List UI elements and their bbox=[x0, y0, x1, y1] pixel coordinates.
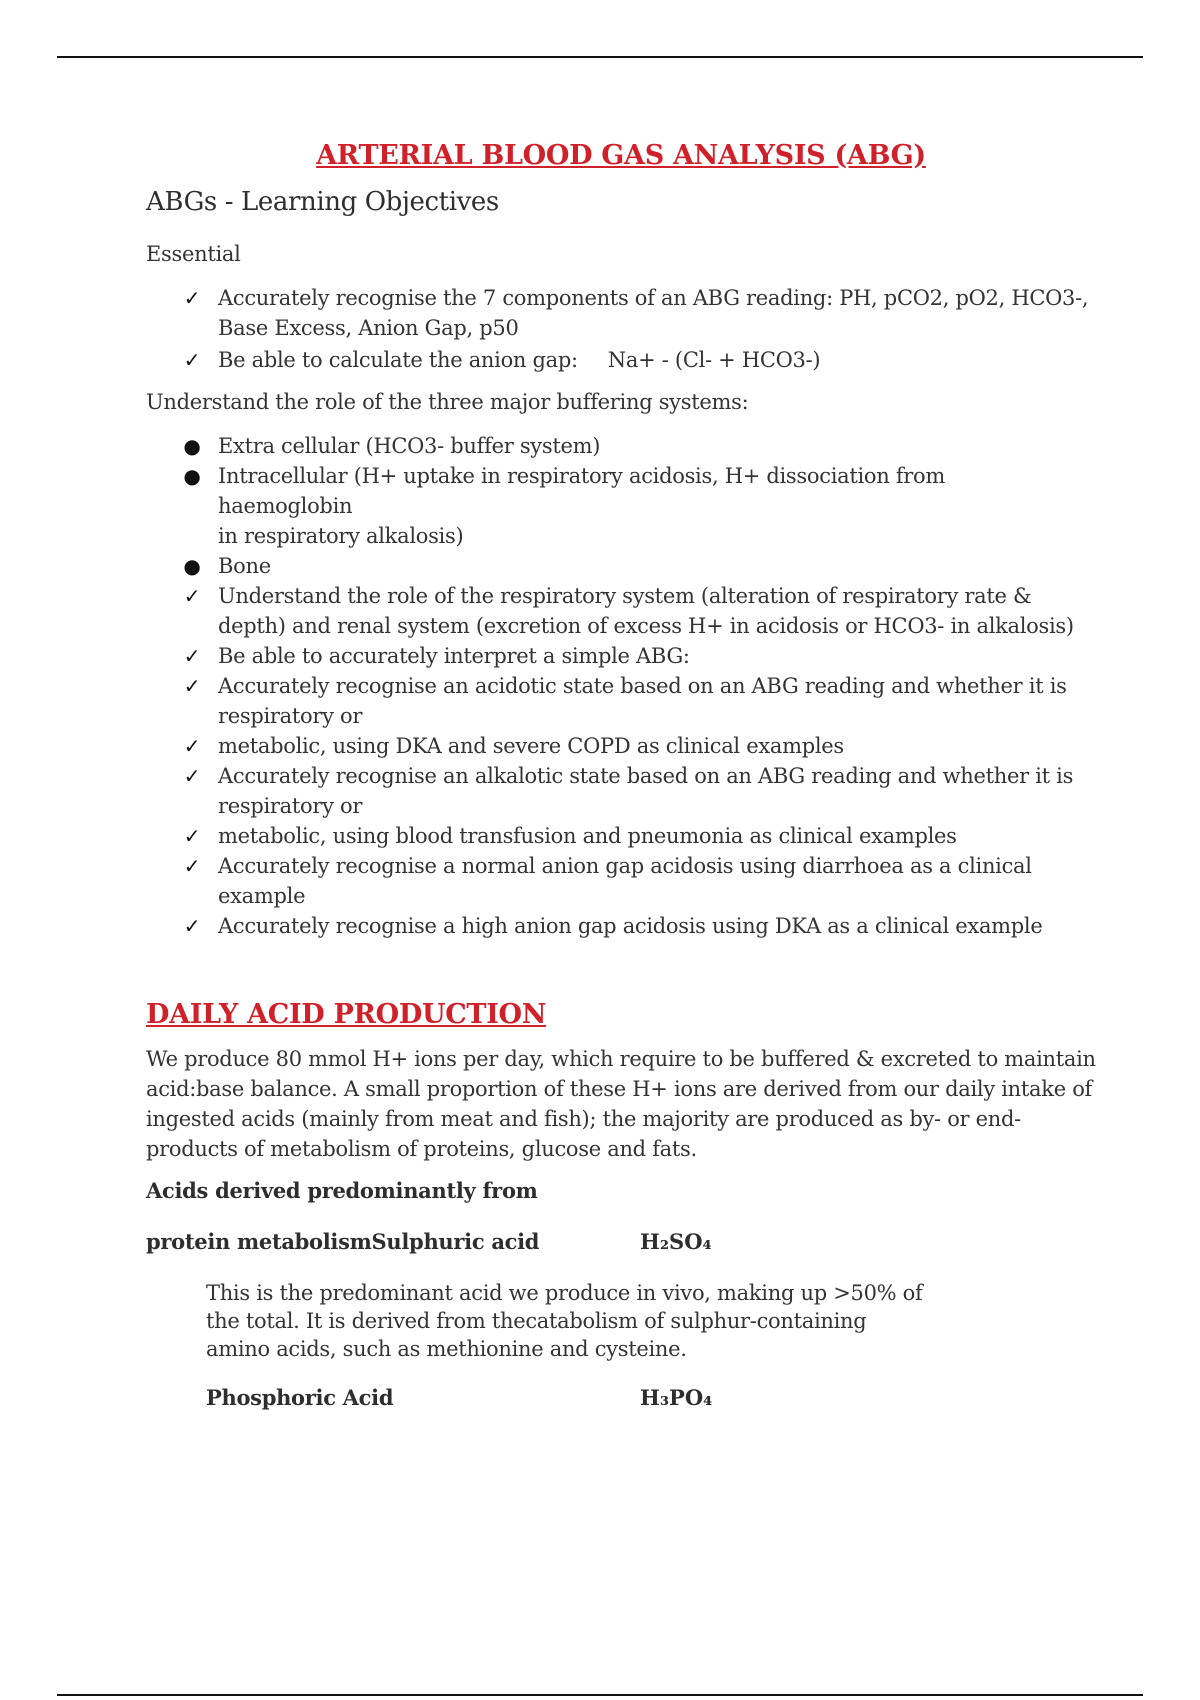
list-item-text: Accurately recognise an acidotic state based on an ABG reading and whether it is respiratory or bbox=[218, 674, 1067, 728]
essential-label: Essential bbox=[146, 242, 241, 266]
acid-row-sulphuric bbox=[146, 1229, 1096, 1259]
list-item bbox=[146, 283, 1096, 343]
list-item-text: metabolic, using DKA and severe COPD as clinical examples bbox=[218, 734, 844, 758]
list-item bbox=[146, 671, 1096, 731]
list-item bbox=[146, 911, 1096, 941]
essential-list bbox=[146, 283, 1096, 375]
list-item bbox=[146, 431, 1096, 461]
subtitle: ABGs - Learning Objectives bbox=[146, 187, 499, 217]
check-icon: ✓ bbox=[183, 734, 201, 758]
list-item bbox=[146, 551, 1096, 581]
document-body bbox=[146, 140, 1096, 1415]
acid-name: Phosphoric Acid bbox=[206, 1385, 394, 1410]
list-item-text: haemoglobin bbox=[218, 494, 353, 518]
list-item bbox=[146, 345, 1096, 375]
list-item bbox=[146, 821, 1096, 851]
check-icon: ✓ bbox=[183, 854, 201, 878]
list-item bbox=[146, 731, 1096, 761]
section-title: DAILY ACID PRODUCTION bbox=[146, 999, 547, 1030]
check-icon: ✓ bbox=[183, 644, 201, 668]
acid-formula: H₂SO₄ bbox=[640, 1229, 712, 1254]
check-icon: ✓ bbox=[183, 286, 201, 310]
acids-heading: Acids derived predominantly from bbox=[146, 1178, 538, 1203]
check-icon: ✓ bbox=[183, 348, 201, 372]
check-icon: ✓ bbox=[183, 824, 201, 848]
check-icon: ✓ bbox=[183, 674, 201, 698]
header-rule bbox=[57, 56, 1143, 58]
acid-row-phosphoric bbox=[146, 1385, 1096, 1415]
list-item-text: Accurately recognise an alkalotic state based on an ABG reading and whether it is respiratory or bbox=[218, 764, 1074, 818]
bullet-icon: ● bbox=[183, 434, 201, 458]
list-item bbox=[146, 761, 1096, 821]
list-item-text: Accurately recognise a high anion gap acidosis using DKA as a clinical example bbox=[218, 914, 1043, 938]
check-icon: ✓ bbox=[183, 584, 201, 608]
check-icon: ✓ bbox=[183, 764, 201, 788]
list-item-text: Bone bbox=[218, 554, 271, 578]
list-item-text: Understand the role of the respiratory system (alteration of respiratory rate & depth) and renal system (excretion of excess H+ in acidosis or HCO3- in alkalosis) bbox=[218, 584, 1074, 638]
list-item bbox=[146, 461, 1096, 551]
list-item-text: in respiratory alkalosis) bbox=[218, 524, 464, 548]
list-item bbox=[146, 581, 1096, 641]
bullet-icon: ● bbox=[183, 554, 201, 578]
acid-name: protein metabolismSulphuric acid bbox=[146, 1229, 540, 1254]
list-item-text: metabolic, using blood transfusion and pneumonia as clinical examples bbox=[218, 824, 957, 848]
list-item-text: Extra cellular (HCO3- buffer system) bbox=[218, 434, 601, 458]
acid-description: This is the predominant acid we produce in vivo, making up >50% of the total. It is derived from thecatabolism of sulphur-containing amino acids, such as methionine and cysteine. bbox=[206, 1281, 923, 1361]
footer-rule bbox=[57, 1694, 1143, 1696]
section-body: We produce 80 mmol H+ ions per day, which require to be buffered & excreted to maintain acid:base balance. A small proportion of these H+ ions are derived from our daily intake of ingested acids (mainly from meat and fish); the majority are produced as by- or end-products of metabolism of proteins, glucose and fats. bbox=[146, 1047, 1096, 1161]
list-item-text: Accurately recognise a normal anion gap acidosis using diarrhoea as a clinical example bbox=[218, 854, 1032, 908]
page-title: ARTERIAL BLOOD GAS ANALYSIS (ABG) bbox=[316, 140, 926, 171]
list-item-text: Accurately recognise the 7 components of an ABG reading: PH, pCO2, pO2, HCO3-, Base Excess, Anion Gap, p50 bbox=[218, 286, 1089, 340]
check-icon: ✓ bbox=[183, 914, 201, 938]
buffer-intro: Understand the role of the three major buffering systems: bbox=[146, 390, 749, 414]
buffer-list bbox=[146, 431, 1096, 941]
list-item-text: Be able to calculate the anion gap: bbox=[218, 348, 578, 372]
list-item-text: Intracellular (H+ uptake in respiratory acidosis, H+ dissociation from bbox=[218, 464, 945, 488]
list-item bbox=[146, 851, 1096, 911]
list-item bbox=[146, 641, 1096, 671]
list-item-text: Be able to accurately interpret a simple ABG: bbox=[218, 644, 690, 668]
anion-gap-formula: Na+ - (Cl- + HCO3-) bbox=[607, 348, 821, 372]
bullet-icon: ● bbox=[183, 464, 201, 488]
acid-formula: H₃PO₄ bbox=[640, 1385, 713, 1410]
